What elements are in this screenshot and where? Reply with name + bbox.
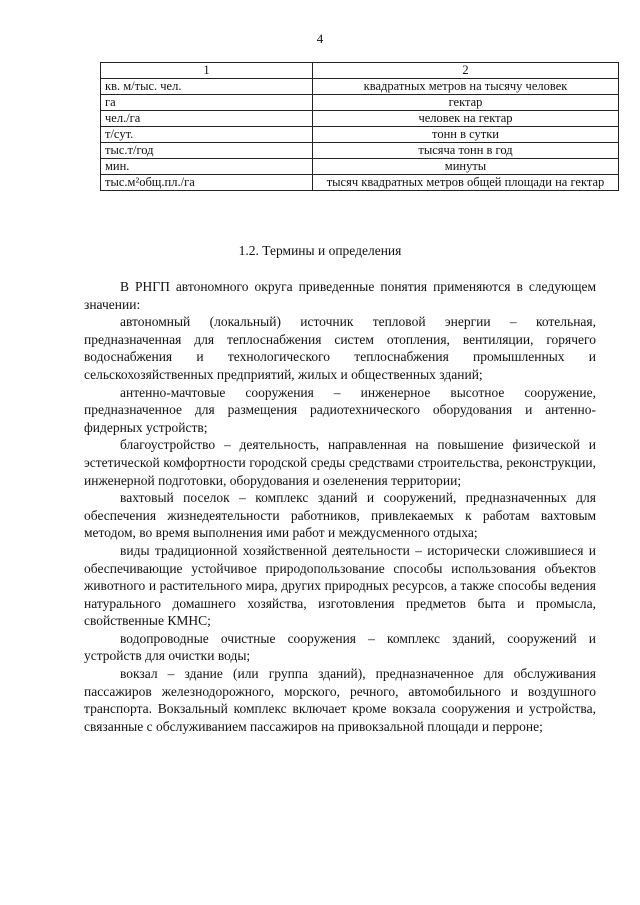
table-header-cell: 1 <box>101 63 313 79</box>
table-row <box>101 143 619 159</box>
table-cell-meaning: тысяча тонн в год <box>313 143 619 159</box>
paragraph-term: благоустройство – деятельность, направленная на повышение физической и эстетической комфортности городской среды средствами строительства, реконструкции, инженерной подготовки, оборудования и озеленения территории; <box>84 437 596 488</box>
table-cell-abbreviation: га <box>101 95 313 111</box>
table-cell-abbreviation: т/сут. <box>101 127 313 143</box>
table-row <box>101 111 619 127</box>
paragraph-term: антенно-мачтовые сооружения – инженерное высотное сооружение, предназначенное для размещения радиотехнического оборудования и антенно-фидерных устройств; <box>84 384 596 435</box>
table-cell-abbreviation: чел./га <box>101 111 313 127</box>
table-cell-abbreviation: тыс.м²общ.пл./га <box>101 175 313 191</box>
table-cell-meaning: квадратных метров на тысячу человек <box>313 79 619 95</box>
table-header-row <box>101 63 619 79</box>
table-cell-meaning: тонн в сутки <box>313 127 619 143</box>
table-cell-meaning: тысяч квадратных метров общей площади на гектар <box>313 175 619 191</box>
table-row <box>101 79 619 95</box>
table-row <box>101 175 619 191</box>
table-cell-meaning: человек на гектар <box>313 111 619 127</box>
units-table <box>100 62 619 191</box>
table-cell-meaning: гектар <box>313 95 619 111</box>
table-cell-meaning: минуты <box>313 159 619 175</box>
paragraph-term: вокзал – здание (или группа зданий), предназначенное для обслуживания пассажиров железнодорожного, морского, речного, автомобильного и воздушного транспорта. Вокзальный комплекс включает кроме вокзала сооружения и устройства, связанные с обслуживанием пассажиров на привокзальной площади и перроне; <box>84 666 596 734</box>
paragraph-intro: В РНГП автономного округа приведенные понятия применяются в следующем значении: <box>84 279 596 312</box>
paragraph-term: водопроводные очистные сооружения – комплекс зданий, сооружений и устройств для очистки воды; <box>84 630 596 664</box>
table-row <box>101 159 619 175</box>
document-body <box>84 278 596 735</box>
table-cell-abbreviation: кв. м/тыс. чел. <box>101 79 313 95</box>
paragraph-term: виды традиционной хозяйственной деятельности – исторически сложившиеся и обеспечивающие устойчивое природопользование способы использования объектов животного и растительного мира, других природных ресурсов, а также способы ведения натурального домашнего хозяйства, изготовления предметов быта и промысла, свойственные КМНС; <box>84 542 596 629</box>
table-header-cell: 2 <box>313 63 619 79</box>
table-row <box>101 95 619 111</box>
page-number: 4 <box>316 31 324 46</box>
table-cell-abbreviation: тыс.т/год <box>101 143 313 159</box>
table-cell-abbreviation: мин. <box>101 159 313 175</box>
section-title: 1.2. Термины и определения <box>238 243 402 258</box>
paragraph-term: вахтовый поселок – комплекс зданий и сооружений, предназначенных для обеспечения жизнедеятельности работников, привлекаемых к работам вахтовым методом, во время выполнения ими работ и междусменного отдыха; <box>84 490 596 541</box>
table-row <box>101 127 619 143</box>
paragraph-term: автономный (локальный) источник тепловой энергии – котельная, предназначенная для теплоснабжения систем отопления, вентиляции, горячего водоснабжения и технологического теплоснабжения промышленных и сельскохозяйственных предприятий, жилых и общественных зданий; <box>84 314 596 382</box>
